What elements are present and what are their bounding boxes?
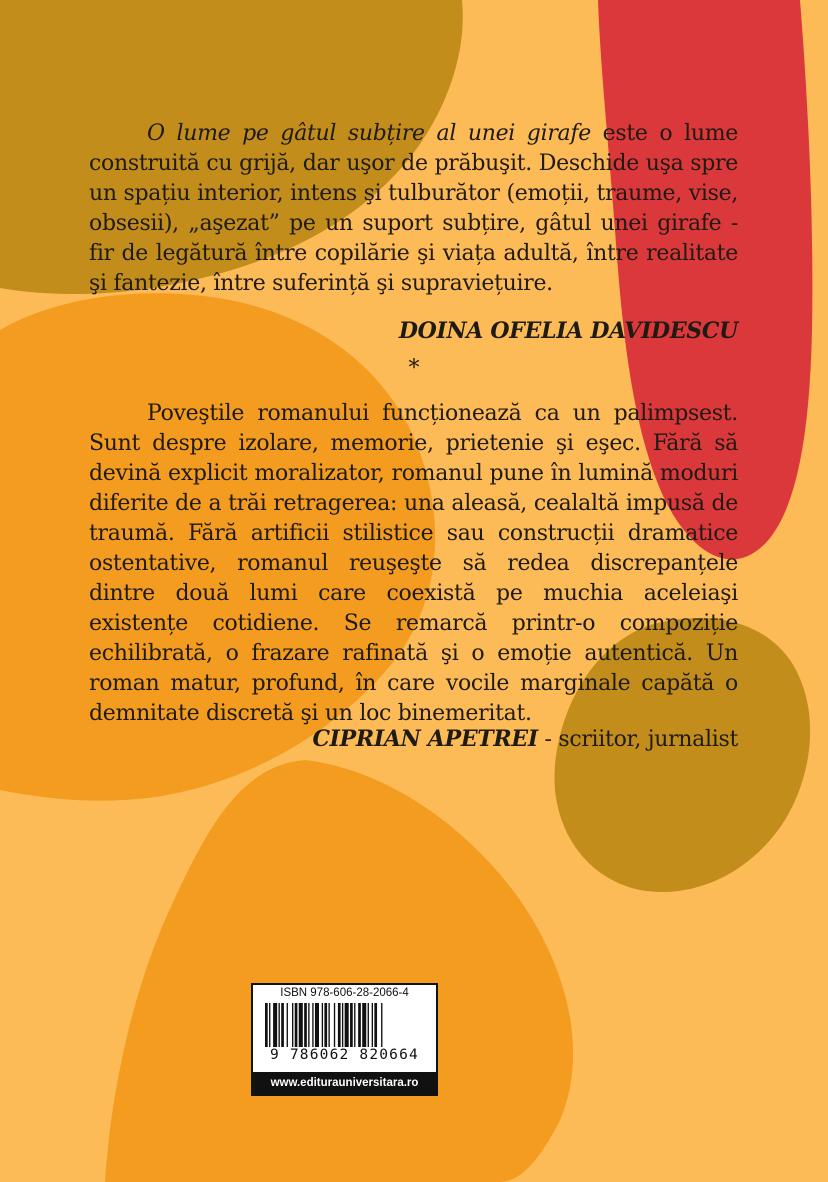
orange-blob-bottom [105, 760, 573, 1182]
book-title: O lume pe gâtul subțire al unei girafe [147, 121, 591, 146]
barcode-bar [350, 1003, 353, 1047]
barcode-bar [345, 1003, 349, 1047]
review-2-author: CIPRIAN APETREI [312, 726, 538, 752]
review-2-text [89, 399, 738, 729]
barcode-bar [354, 1003, 355, 1047]
barcode-bar [273, 1003, 277, 1047]
barcode-bar [372, 1003, 373, 1047]
barcode-bar [281, 1003, 284, 1047]
review-1-text [89, 119, 738, 299]
barcode-bar [265, 1003, 268, 1047]
barcode-bars [265, 1003, 425, 1049]
barcode-bar [308, 1003, 309, 1047]
publisher-url: www.editurauniversitara.ro [253, 1072, 436, 1094]
barcode-bar [287, 1003, 288, 1047]
barcode-bar [362, 1003, 366, 1047]
barcode-bar [315, 1003, 319, 1047]
isbn-number: ISBN 978-606-28-2066-4 [280, 987, 409, 999]
barcode-bar [338, 1003, 341, 1047]
barcode-bar [328, 1003, 329, 1047]
barcode-bar [312, 1003, 313, 1047]
barcode-bar [292, 1003, 293, 1047]
review-2-body: Poveştile romanului funcționează ca un palimpsest. Sunt despre izolare, memorie, prietenie şi eşec. Fără să devină explicit moralizator, romanul pune în lumină moduri diferite de a trăi retragerea: una aleasă, cealaltă impusă de traumă. Fără artificii stilistice sau construcții dramatice ostentative, romanul reuşeşte să redea discrepanțele dintre două lumi care coexistă pe muchia aceleiaşi existențe cotidiene. Se remarcă printr-o compoziție echilibrată, o frazare rafinată şi o emoție autentică. Un roman matur, profund, în care vocile marginale capătă o demnitate discretă şi un loc binemeritat. [89, 401, 738, 726]
barcode-bar [358, 1003, 361, 1047]
barcode-bar [299, 1003, 303, 1047]
barcode-bar [374, 1003, 377, 1047]
review-1-attribution [399, 316, 738, 347]
review-2-author-role: - scriitor, jurnalist [537, 727, 738, 752]
barcode-bar [295, 1003, 298, 1047]
barcode-bar [324, 1003, 327, 1047]
isbn-barcode [251, 983, 438, 1096]
barcode-digits: 9 786062 820664 [270, 1047, 419, 1063]
review-1-author: DOINA OFELIA DAVIDESCU [398, 318, 738, 344]
barcode-bar [368, 1003, 369, 1047]
barcode-bar [381, 1003, 382, 1047]
review-1-body: este o lume construită cu grijă, dar uşor de prăbuşit. Deschide uşa spre un spațiu interior, intens şi tulburător (emoții, traume, vise, obsesii), „aşezat” pe un suport subțire, gâtul unei girafe - fir de legătură între copilărie şi viața adultă, între realitate şi fantezie, între suferință şi supraviețuire. [89, 121, 739, 296]
barcode-bar [269, 1003, 270, 1047]
section-separator: * [408, 356, 420, 381]
barcode-bar [322, 1003, 323, 1047]
barcode-bar [342, 1003, 343, 1047]
barcode-bar [334, 1003, 335, 1047]
barcode-bar [304, 1003, 307, 1047]
barcode-bar [279, 1003, 280, 1047]
review-2-attribution [312, 724, 738, 755]
